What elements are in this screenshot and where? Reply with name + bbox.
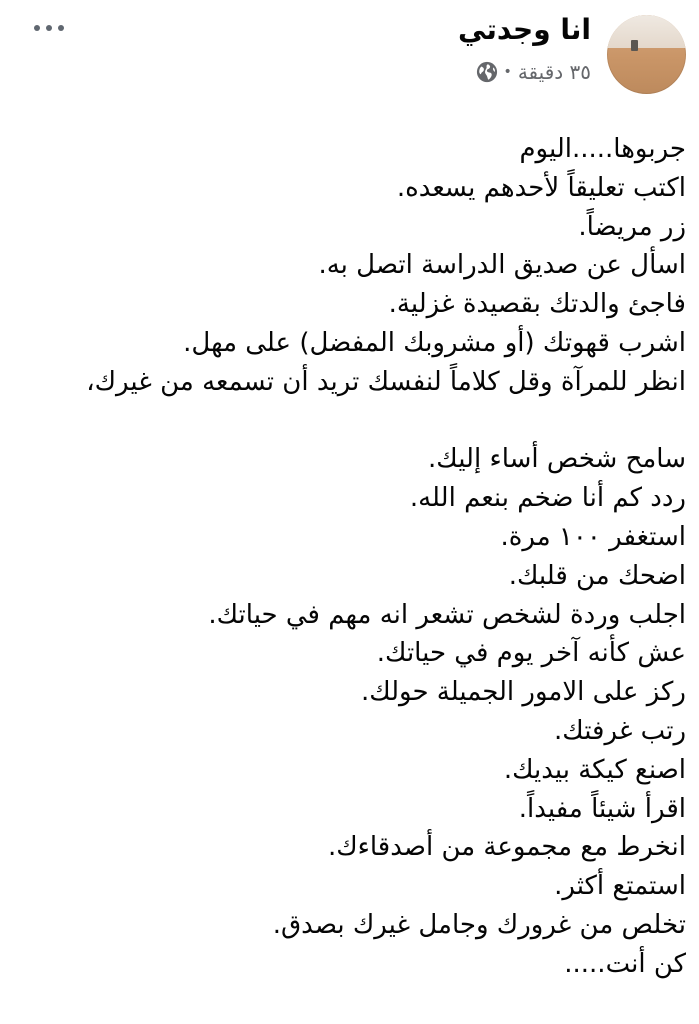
post-line: اضحك من قلبك. bbox=[508, 560, 686, 591]
post-line: ردد كم أنا ضخم بنعم الله. bbox=[409, 483, 686, 514]
post-line: اسأل عن صديق الدراسة اتصل به. bbox=[318, 250, 686, 281]
post-line: اقرأ شيئاً مفيداً. bbox=[518, 793, 686, 824]
more-horizontal-icon-dot bbox=[46, 25, 52, 31]
avatar-cup bbox=[631, 40, 638, 51]
meta-separator: • bbox=[503, 64, 512, 80]
post-meta bbox=[476, 60, 591, 84]
post-line: جربوها.....اليوم bbox=[519, 134, 686, 164]
post-line: اشرب قهوتك (أو مشروبك المفضل) على مهل. bbox=[183, 327, 686, 358]
avatar[interactable] bbox=[607, 15, 686, 94]
globe-icon[interactable] bbox=[476, 61, 498, 83]
post-line: استغفر ١٠٠ مرة. bbox=[500, 521, 686, 552]
post-line: اجلب وردة لشخص تشعر انه مهم في حياتك. bbox=[208, 599, 686, 630]
post-line: استمتع أكثر. bbox=[554, 871, 686, 902]
paragraph-gap bbox=[14, 402, 686, 441]
post-line: فاجئ والدتك بقصيدة غزلية. bbox=[388, 289, 686, 320]
more-horizontal-icon-dot bbox=[58, 25, 64, 31]
post-line: ركز على الامور الجميلة حولك. bbox=[360, 677, 686, 708]
post-line: عش كأنه آخر يوم في حياتك. bbox=[376, 638, 686, 669]
post-line: اصنع كيكة بيديك. bbox=[503, 754, 686, 785]
post-line: سامح شخص أساء إليك. bbox=[428, 444, 686, 475]
post-line: انخرط مع مجموعة من أصدقاءك. bbox=[327, 832, 686, 863]
post-line: اكتب تعليقاً لأحدهم يسعده. bbox=[396, 172, 686, 203]
post-line: زر مريضاً. bbox=[578, 211, 686, 242]
timestamp[interactable]: ٣٥ دقيقة bbox=[517, 60, 591, 84]
more-options-button[interactable] bbox=[30, 19, 68, 37]
avatar-wall bbox=[607, 15, 686, 48]
post-line: رتب غرفتك. bbox=[554, 715, 686, 746]
post-text bbox=[14, 130, 686, 984]
post-line: تخلص من غرورك وجامل غيرك بصدق. bbox=[272, 909, 686, 940]
post-line: انظر للمرآة وقل كلاماً لنفسك تريد أن تسمعه من غيرك، bbox=[86, 366, 686, 397]
author-name[interactable]: انا وجدتي bbox=[458, 13, 591, 46]
more-horizontal-icon-dot bbox=[34, 25, 40, 31]
post-line: كن أنت..... bbox=[564, 948, 686, 979]
